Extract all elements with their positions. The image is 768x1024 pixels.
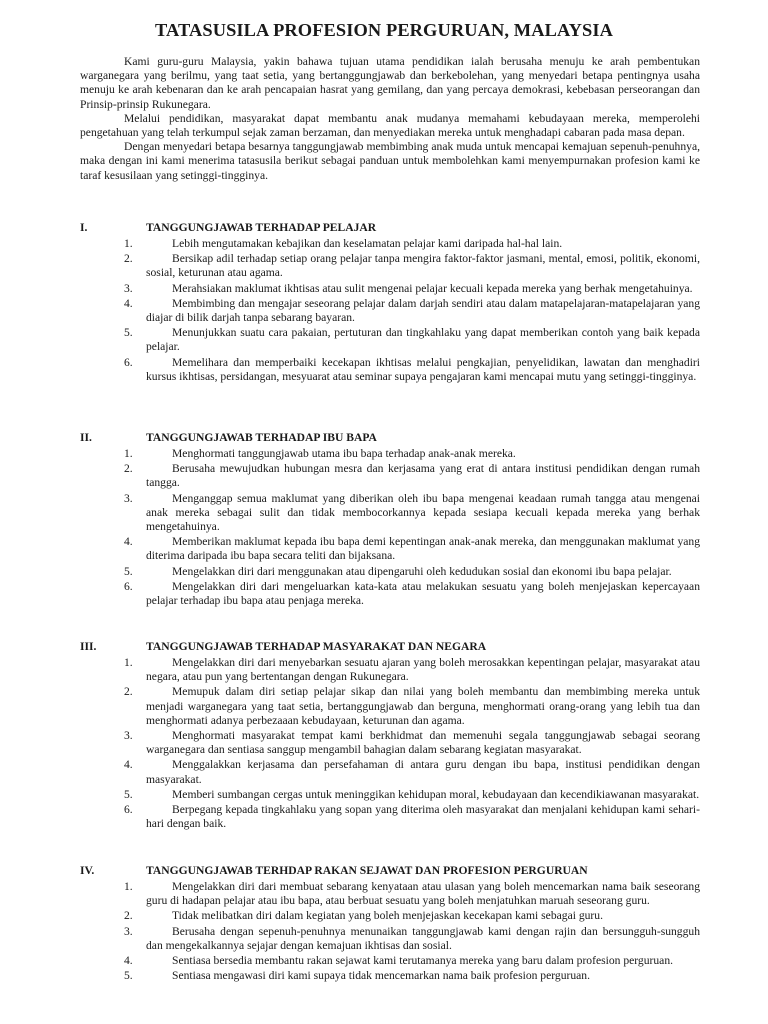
item-number: 2. [124,909,133,923]
item-text: Memupuk dalam diri setiap pelajar sikap dan nilai yang boleh membantu dan membimbing mereka untuk menjadi warganegara yang taat setia, bertanggungjawab dan berguna, menghormati orang-orang yang lebih tua dan menghormati adanya perbezaaan kebudayaan, keturunan dan agama. [146,685,700,727]
item-number: 4. [124,758,133,772]
item-text: Berusaha dengan sepenuh-penuhnya menunaikan tanggungjawab kami dengan rajin dan bersungguh-sungguh dan mengekalkannya sejajar dengan kemajuan ikhtisas dan sosial. [146,924,700,952]
item-number: 3. [124,281,133,295]
section-heading [80,221,700,235]
section-number: III. [80,640,97,653]
item-text: Menghormati tanggungjawab utama ibu bapa terhadap anak-anak mereka. [172,447,516,460]
introduction [80,55,700,183]
item-number: 4. [124,296,133,310]
item-text: Lebih mengutamakan kebajikan dan keselamatan pelajar kami daripada hal-hal lain. [172,237,563,250]
intro-paragraph: Melalui pendidikan, masyarakat dapat membantu anak mudanya memahami kebudayaan mereka, memperolehi pengetahuan yang telah terkumpul sejak zaman berzaman, dan menyediakan mereka untuk menghadapi cabaran pada masa depan. [80,111,700,140]
item-number: 5. [124,969,133,983]
section-heading [80,864,700,878]
list-item [80,580,700,608]
section-title: TANGGUNGJAWAB TERHADAP MASYARAKAT DAN NEGARA [146,640,487,653]
item-text: Merahsiakan maklumat ikhtisas atau sulit mengenai pelajar kecuali kepada mereka yang berhak mengetahuinya. [172,281,693,295]
item-text: Berusaha mewujudkan hubungan mesra dan kerjasama yang erat di antara institusi pendidikan dengan rumah tangga. [146,462,700,490]
list-item [80,297,700,325]
list-item [80,282,700,296]
list-item [80,685,700,728]
list-item [80,969,700,983]
item-number: 3. [124,491,133,505]
list-item [80,492,700,535]
section-title: TANGGUNGJAWAB TERHADAP IBU BAPA [146,431,377,444]
section-ibu-bapa [80,431,700,609]
intro-paragraph: Kami guru-guru Malaysia, yakin bahawa tujuan utama pendidikan ialah berusaha menuju ke arah pembentukan warganegara yang berilmu, yang taat setia, yang bertanggungjawab dan berkebolehan, yang menyedari betapa pentingnya usaha menuju ke arah kebenaran dan ke arah pencapaian hasrat yang gemilang, dan yang percaya demokrasi, kebebasan perseorangan dan Prinsip-prinsip Rukunegara. [80,55,700,111]
list-item [80,356,700,384]
item-number: 4. [124,535,133,549]
section-number: IV. [80,864,95,877]
item-number: 1. [124,447,133,460]
item-text: Bersikap adil terhadap setiap orang pelajar tanpa mengira faktor-faktor jasmani, mental, emosi, politik, ekonomi, sosial, keturunan atau agama. [146,252,700,280]
item-number: 6. [124,803,133,817]
list-item [80,447,700,461]
section-heading [80,431,700,445]
item-text: Mengelakkan diri dari membuat sebarang kenyataan atau ulasan yang boleh mencemarkan nama baik seseorang guru di hadapan pelajar atau ibu bapa, atau berbuat sesuatu yang boleh menjatuhkan maruah seseorang guru. [146,880,700,908]
intro-paragraph: Dengan menyedari betapa besarnya tanggungjawab membimbing anak muda untuk mencapai kemajuan sepenuh-penuhnya, maka dengan ini kami menerima tatasusila berikut sebagai panduan untuk membolehkan kami menyempurnakan profesion kami ke taraf kesusilaan yang setinggi-tingginya. [80,140,700,182]
item-number: 2. [124,685,133,699]
item-text: Memelihara dan memperbaiki kecekapan ikhtisas melalui pengkajian, penyelidikan, lawatan dan menghadiri kursus ikhtisas, persidangan, mesyuarat atau seminar supaya pengajaran kami mencapai mutu yang setinggi-tingginya. [146,355,700,383]
item-text: Menganggap semua maklumat yang diberikan oleh ibu bapa mengenai keadaan rumah tangga atau mengenai anak mereka sebagai sulit dan tidak membocorkannya kepada sesiapa kecuali kepada mereka yang berhak mengetahuinya. [146,491,700,534]
item-number: 1. [124,656,133,669]
item-text: Tidak melibatkan diri dalam kegiatan yang boleh menjejaskan kecekapan kami sebagai guru. [172,909,603,923]
item-text: Berpegang kepada tingkahlaku yang sopan yang diterima oleh masyarakat dan menjalani kehidupan kami sehari-hari dengan baik. [146,803,700,831]
list-item [80,880,700,908]
item-number: 5. [124,326,133,340]
section-masyarakat [80,640,700,832]
item-text: Mengelakkan diri dari menggunakan atau dipengaruhi oleh kedudukan sosial dan ekonomi ibu bapa pelajar. [172,564,672,578]
section-heading [80,640,700,654]
page-title: TATASUSILA PROFESION PERGURUAN, MALAYSIA [154,20,614,40]
section-pelajar [80,221,700,385]
item-number: 3. [124,924,133,938]
item-number: 6. [124,579,133,593]
list-item [80,656,700,684]
item-text: Menunjukkan suatu cara pakaian, pertuturan dan tingkahlaku yang dapat memberikan contoh yang baik kepada pelajar. [146,326,700,354]
item-number: 1. [124,237,133,250]
list-item [80,252,700,280]
section-title: TANGGUNGJAWAB TERHADAP PELAJAR [146,221,377,234]
item-text: Memberi sumbangan cergas untuk meninggikan kehidupan moral, kebudayaan dan kecendikiawanan masyarakat. [172,787,700,801]
item-number: 3. [124,729,133,743]
list-item [80,925,700,953]
list-item [80,565,700,579]
item-number: 5. [124,564,133,578]
item-number: 4. [124,954,133,968]
item-text: Sentiasa bersedia membantu rakan sejawat kami terutamanya mereka yang baru dalam profesion perguruan. [172,954,674,968]
list-item [80,326,700,354]
list-item [80,535,700,563]
item-text: Membimbing dan mengajar seseorang pelajar dalam darjah sendiri atau dalam matapelajaran-matapelajaran yang diajar di bilik darjah tanpa sebarang bayaran. [146,296,700,325]
item-number: 5. [124,787,133,801]
section-title: TANGGUNGJAWAB TERHDAP RAKAN SEJAWAT DAN PROFESION PERGURUAN [146,864,588,877]
item-text: Menghormati masyarakat tempat kami berkhidmat dan memenuhi segala tanggungjawab sebagai seorang warganegara dan sentiasa sanggup mengambil bahagian dalam sebarang kegiatan masyarakat. [146,729,700,757]
section-rakan-sejawat [80,864,700,984]
item-number: 1. [124,880,133,893]
list-item [80,758,700,786]
item-text: Sentiasa mengawasi diri kami supaya tidak mencemarkan nama baik profesion perguruan. [172,969,590,983]
section-number: I. [80,221,88,234]
list-item [80,237,700,251]
item-text: Memberikan maklumat kepada ibu bapa demi kepentingan anak-anak mereka, dan menggunakan maklumat yang diterima daripada ibu bapa secara teliti dan bijaksana. [146,535,700,563]
list-item [80,803,700,831]
section-number: II. [80,431,92,444]
item-text: Menggalakkan kerjasama dan persefahaman di antara guru dengan ibu bapa, institusi pendidikan dengan masyarakat. [146,758,700,786]
list-item [80,729,700,757]
list-item [80,462,700,490]
list-item [80,954,700,968]
item-text: Mengelakkan diri dari mengeluarkan kata-kata atau melakukan sesuatu yang boleh menjejaskan kepercayaan pelajar terhadap ibu bapa atau penjaga mereka. [146,579,700,608]
item-number: 2. [124,252,133,266]
list-item [80,909,700,923]
item-number: 6. [124,355,133,369]
item-number: 2. [124,462,133,476]
list-item [80,788,700,802]
item-text: Mengelakkan diri dari menyebarkan sesuatu ajaran yang boleh merosakkan kepentingan pelajar, masyarakat atau negara, atau pun yang bertentangan dengan Rukunegara. [146,656,700,684]
